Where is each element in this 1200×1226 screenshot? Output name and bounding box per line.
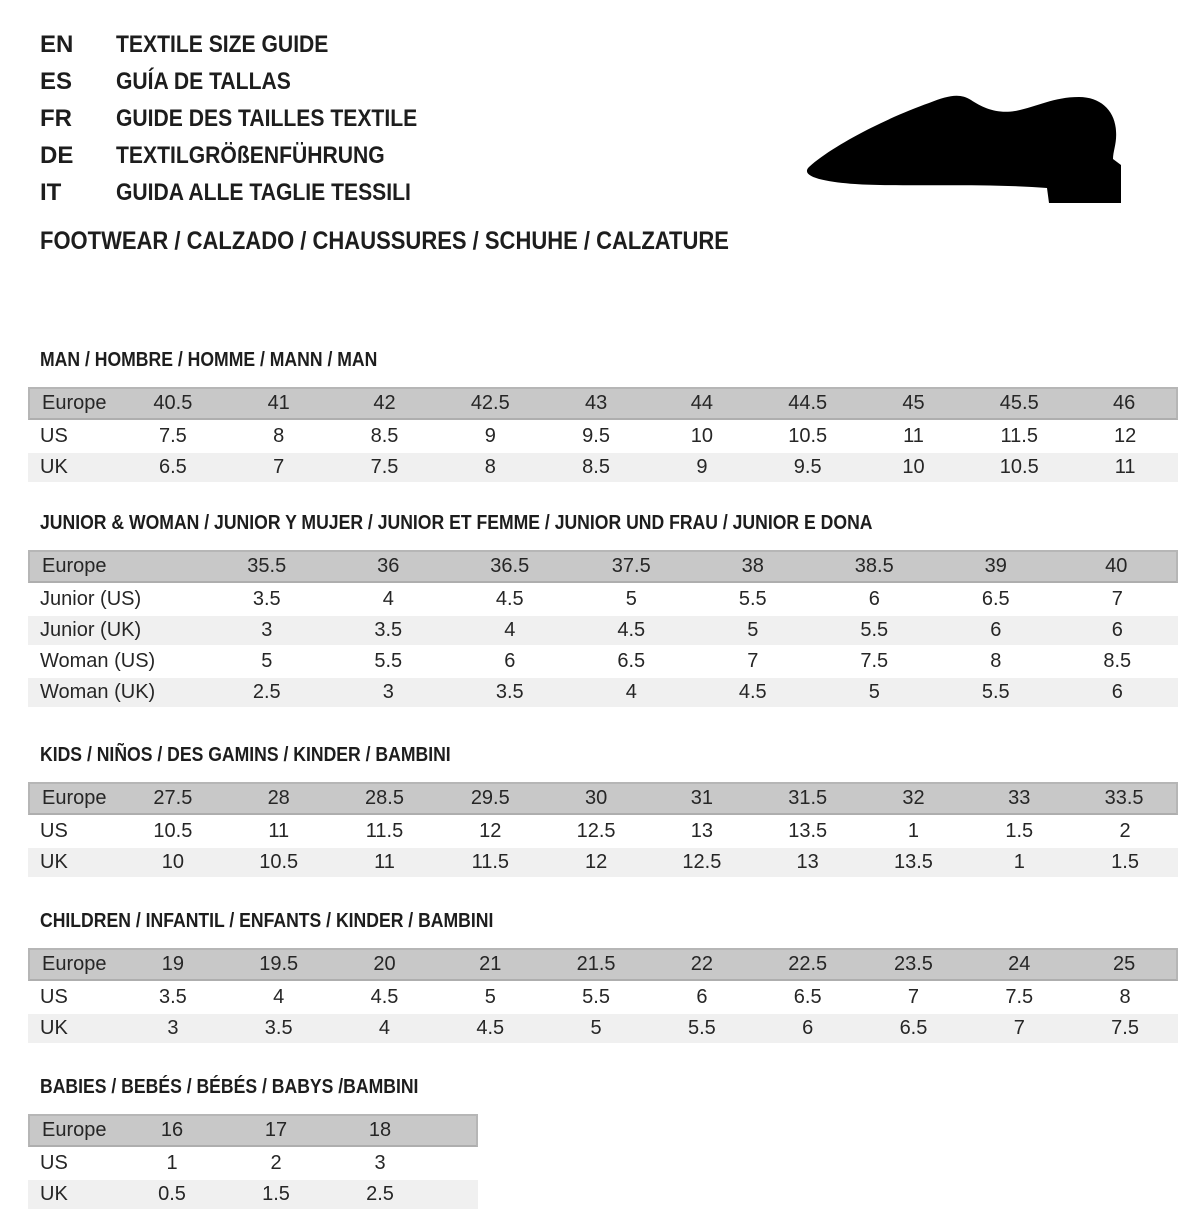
table-row bbox=[28, 453, 1178, 482]
row-label: UK bbox=[28, 1180, 120, 1209]
size-cell: 6 bbox=[935, 616, 1057, 645]
size-cell: 11.5 bbox=[966, 422, 1072, 451]
row-label: Europe bbox=[28, 1114, 120, 1147]
size-cell: 10 bbox=[649, 422, 755, 451]
size-cell: 7 bbox=[861, 983, 967, 1012]
size-cell: 10.5 bbox=[755, 422, 861, 451]
row-label: Europe bbox=[28, 550, 206, 583]
size-cell: 18 bbox=[328, 1114, 432, 1147]
size-cell: 13.5 bbox=[861, 848, 967, 877]
size-cell: 4.5 bbox=[449, 585, 571, 614]
size-cell: 1 bbox=[966, 848, 1072, 877]
size-cell: 5 bbox=[571, 585, 693, 614]
size-cell: 1 bbox=[120, 1149, 224, 1178]
size-cell: 21 bbox=[437, 948, 543, 981]
filler-cell bbox=[432, 1114, 478, 1147]
size-cell: 24 bbox=[966, 948, 1072, 981]
size-cell: 10.5 bbox=[226, 848, 332, 877]
size-section-man bbox=[28, 348, 1200, 484]
size-cell: 44.5 bbox=[755, 387, 861, 420]
size-cell: 42 bbox=[332, 387, 438, 420]
row-label: Europe bbox=[28, 948, 120, 981]
size-cell: 3 bbox=[328, 678, 450, 707]
row-label: US bbox=[28, 422, 120, 451]
size-cell: 6.5 bbox=[861, 1014, 967, 1043]
size-cell: 19 bbox=[120, 948, 226, 981]
size-cell: 4 bbox=[332, 1014, 438, 1043]
size-cell: 11 bbox=[1072, 453, 1178, 482]
size-cell: 12 bbox=[437, 817, 543, 846]
size-cell: 9.5 bbox=[755, 453, 861, 482]
size-cell: 13 bbox=[755, 848, 861, 877]
size-cell: 4.5 bbox=[692, 678, 814, 707]
table-row bbox=[28, 1114, 478, 1147]
size-cell: 4 bbox=[449, 616, 571, 645]
filler-cell bbox=[432, 1180, 478, 1209]
size-cell: 7.5 bbox=[814, 647, 936, 676]
size-cell: 44 bbox=[649, 387, 755, 420]
size-cell: 1 bbox=[861, 817, 967, 846]
size-cell: 6 bbox=[1057, 678, 1179, 707]
size-cell: 38.5 bbox=[814, 550, 936, 583]
size-cell: 11.5 bbox=[437, 848, 543, 877]
size-cell: 5.5 bbox=[692, 585, 814, 614]
size-cell: 10 bbox=[861, 453, 967, 482]
row-label: UK bbox=[28, 1014, 120, 1043]
shoe-silhouette-path bbox=[807, 96, 1121, 203]
size-cell: 5 bbox=[437, 983, 543, 1012]
size-cell: 23.5 bbox=[861, 948, 967, 981]
table-row bbox=[28, 1180, 478, 1209]
size-cell: 5 bbox=[692, 616, 814, 645]
size-cell: 5.5 bbox=[328, 647, 450, 676]
table-body bbox=[28, 782, 1178, 877]
size-table-children bbox=[28, 946, 1178, 1045]
size-table-man bbox=[28, 385, 1178, 484]
size-cell: 30 bbox=[543, 782, 649, 815]
size-cell: 7 bbox=[692, 647, 814, 676]
size-cell: 46 bbox=[1072, 387, 1178, 420]
language-code: ES bbox=[40, 68, 73, 95]
size-table-babies bbox=[28, 1112, 478, 1211]
table-row bbox=[28, 550, 1178, 583]
size-cell: 3.5 bbox=[328, 616, 450, 645]
size-cell: 17 bbox=[224, 1114, 328, 1147]
size-cell: 7 bbox=[1057, 585, 1179, 614]
language-code: IT bbox=[40, 179, 62, 206]
size-section-children bbox=[28, 909, 1200, 1045]
table-row bbox=[28, 782, 1178, 815]
size-cell: 5 bbox=[814, 678, 936, 707]
size-cell: 37.5 bbox=[571, 550, 693, 583]
size-cell: 33.5 bbox=[1072, 782, 1178, 815]
section-title-text: MAN / HOMBRE / HOMME / MANN / MAN bbox=[40, 349, 378, 371]
size-cell: 4 bbox=[226, 983, 332, 1012]
language-code: FR bbox=[40, 105, 72, 132]
size-cell: 3.5 bbox=[120, 983, 226, 1012]
size-cell: 31.5 bbox=[755, 782, 861, 815]
size-cell: 7.5 bbox=[120, 422, 226, 451]
size-table-kids bbox=[28, 780, 1178, 879]
size-section-kids bbox=[28, 743, 1200, 879]
size-cell: 1.5 bbox=[966, 817, 1072, 846]
table-body bbox=[28, 387, 1178, 482]
shoe-icon bbox=[797, 84, 1142, 211]
size-cell: 10.5 bbox=[966, 453, 1072, 482]
section-title-text: CHILDREN / INFANTIL / ENFANTS / KINDER / BAMBINI bbox=[40, 910, 494, 932]
size-section-babies bbox=[28, 1075, 1200, 1211]
language-code: DE bbox=[40, 142, 74, 169]
language-code: EN bbox=[40, 31, 74, 58]
table-row bbox=[28, 678, 1178, 707]
section-title-text: BABIES / BEBÉS / BÉBÉS / BABYS /BAMBINI bbox=[40, 1076, 419, 1098]
size-cell: 45.5 bbox=[966, 387, 1072, 420]
table-row bbox=[28, 1149, 478, 1178]
row-label: Woman (US) bbox=[28, 647, 206, 676]
size-cell: 6.5 bbox=[935, 585, 1057, 614]
size-cell: 22 bbox=[649, 948, 755, 981]
size-cell: 2 bbox=[224, 1149, 328, 1178]
size-cell: 9 bbox=[649, 453, 755, 482]
size-cell: 4 bbox=[571, 678, 693, 707]
size-cell: 36 bbox=[328, 550, 450, 583]
size-cell: 6 bbox=[755, 1014, 861, 1043]
table-body bbox=[28, 550, 1178, 707]
table-row bbox=[28, 585, 1178, 614]
size-cell: 9 bbox=[437, 422, 543, 451]
size-cell: 19.5 bbox=[226, 948, 332, 981]
size-cell: 6.5 bbox=[571, 647, 693, 676]
size-cell: 2 bbox=[1072, 817, 1178, 846]
size-cell: 36.5 bbox=[449, 550, 571, 583]
table-row bbox=[28, 647, 1178, 676]
section-title bbox=[40, 1075, 1200, 1099]
table-row bbox=[28, 817, 1178, 846]
table-row bbox=[28, 616, 1178, 645]
table-row bbox=[28, 948, 1178, 981]
row-label: UK bbox=[28, 848, 120, 877]
size-cell: 31 bbox=[649, 782, 755, 815]
category-line bbox=[40, 226, 1200, 256]
size-cell: 4.5 bbox=[571, 616, 693, 645]
size-cell: 16 bbox=[120, 1114, 224, 1147]
table-row bbox=[28, 848, 1178, 877]
size-cell: 11 bbox=[226, 817, 332, 846]
row-label: US bbox=[28, 817, 120, 846]
row-label: Woman (UK) bbox=[28, 678, 206, 707]
section-title bbox=[40, 909, 1200, 933]
size-cell: 11 bbox=[861, 422, 967, 451]
table-row bbox=[28, 387, 1178, 420]
size-cell: 3.5 bbox=[206, 585, 328, 614]
size-cell: 6 bbox=[814, 585, 936, 614]
row-label: US bbox=[28, 983, 120, 1012]
size-cell: 42.5 bbox=[437, 387, 543, 420]
size-cell: 40 bbox=[1057, 550, 1179, 583]
language-title: TEXTILGRÖßENFÜHRUNG bbox=[116, 142, 385, 169]
table-body bbox=[28, 1114, 478, 1209]
size-cell: 41 bbox=[226, 387, 332, 420]
size-cell: 43 bbox=[543, 387, 649, 420]
row-label: US bbox=[28, 1149, 120, 1178]
language-title: GUIDA ALLE TAGLIE TESSILI bbox=[116, 179, 411, 206]
filler-cell bbox=[432, 1149, 478, 1178]
size-cell: 8.5 bbox=[543, 453, 649, 482]
size-cell: 10 bbox=[120, 848, 226, 877]
category-line-text: FOOTWEAR / CALZADO / CHAUSSURES / SCHUHE / CALZATURE bbox=[40, 227, 729, 255]
size-cell: 3 bbox=[120, 1014, 226, 1043]
section-title bbox=[40, 511, 1200, 535]
size-cell: 5.5 bbox=[935, 678, 1057, 707]
size-cell: 8 bbox=[226, 422, 332, 451]
size-cell: 5 bbox=[543, 1014, 649, 1043]
table-row bbox=[28, 983, 1178, 1012]
size-cell: 3 bbox=[206, 616, 328, 645]
size-cell: 7.5 bbox=[332, 453, 438, 482]
size-cell: 13.5 bbox=[755, 817, 861, 846]
size-cell: 13 bbox=[649, 817, 755, 846]
size-cell: 4.5 bbox=[332, 983, 438, 1012]
size-cell: 20 bbox=[332, 948, 438, 981]
size-cell: 12.5 bbox=[543, 817, 649, 846]
size-cell: 7 bbox=[226, 453, 332, 482]
size-section-junior bbox=[28, 511, 1200, 709]
size-cell: 8.5 bbox=[1057, 647, 1179, 676]
row-label: UK bbox=[28, 453, 120, 482]
row-label: Junior (UK) bbox=[28, 616, 206, 645]
size-cell: 35.5 bbox=[206, 550, 328, 583]
size-cell: 3.5 bbox=[449, 678, 571, 707]
section-title bbox=[40, 348, 1200, 372]
language-row bbox=[40, 26, 1200, 63]
size-cell: 5.5 bbox=[814, 616, 936, 645]
size-cell: 39 bbox=[935, 550, 1057, 583]
size-cell: 11 bbox=[332, 848, 438, 877]
size-cell: 9.5 bbox=[543, 422, 649, 451]
size-cell: 12 bbox=[1072, 422, 1178, 451]
size-cell: 8 bbox=[437, 453, 543, 482]
size-cell: 28 bbox=[226, 782, 332, 815]
size-cell: 6 bbox=[1057, 616, 1179, 645]
size-cell: 27.5 bbox=[120, 782, 226, 815]
size-cell: 6 bbox=[649, 983, 755, 1012]
table-row bbox=[28, 422, 1178, 451]
size-cell: 11.5 bbox=[332, 817, 438, 846]
size-cell: 4.5 bbox=[437, 1014, 543, 1043]
size-cell: 8 bbox=[1072, 983, 1178, 1012]
size-cell: 1.5 bbox=[1072, 848, 1178, 877]
size-cell: 5.5 bbox=[543, 983, 649, 1012]
size-cell: 2.5 bbox=[206, 678, 328, 707]
size-cell: 21.5 bbox=[543, 948, 649, 981]
size-cell: 38 bbox=[692, 550, 814, 583]
table-row bbox=[28, 1014, 1178, 1043]
size-tables bbox=[28, 348, 1200, 1211]
row-label: Junior (US) bbox=[28, 585, 206, 614]
language-title: TEXTILE SIZE GUIDE bbox=[116, 31, 329, 58]
size-cell: 7 bbox=[966, 1014, 1072, 1043]
size-cell: 22.5 bbox=[755, 948, 861, 981]
size-cell: 1.5 bbox=[224, 1180, 328, 1209]
size-cell: 5 bbox=[206, 647, 328, 676]
size-cell: 2.5 bbox=[328, 1180, 432, 1209]
size-cell: 32 bbox=[861, 782, 967, 815]
size-cell: 4 bbox=[328, 585, 450, 614]
language-title: GUÍA DE TALLAS bbox=[116, 68, 291, 95]
size-cell: 6.5 bbox=[755, 983, 861, 1012]
size-cell: 40.5 bbox=[120, 387, 226, 420]
size-table-junior bbox=[28, 548, 1178, 709]
size-cell: 12 bbox=[543, 848, 649, 877]
size-cell: 29.5 bbox=[437, 782, 543, 815]
size-cell: 3.5 bbox=[226, 1014, 332, 1043]
size-cell: 7.5 bbox=[1072, 1014, 1178, 1043]
size-cell: 8.5 bbox=[332, 422, 438, 451]
row-label: Europe bbox=[28, 782, 120, 815]
size-cell: 3 bbox=[328, 1149, 432, 1178]
size-cell: 5.5 bbox=[649, 1014, 755, 1043]
table-body bbox=[28, 948, 1178, 1043]
language-title: GUIDE DES TAILLES TEXTILE bbox=[116, 105, 418, 132]
size-cell: 28.5 bbox=[332, 782, 438, 815]
size-cell: 6 bbox=[449, 647, 571, 676]
size-cell: 12.5 bbox=[649, 848, 755, 877]
row-label: Europe bbox=[28, 387, 120, 420]
section-title bbox=[40, 743, 1200, 767]
size-cell: 6.5 bbox=[120, 453, 226, 482]
size-cell: 0.5 bbox=[120, 1180, 224, 1209]
size-cell: 7.5 bbox=[966, 983, 1072, 1012]
size-cell: 25 bbox=[1072, 948, 1178, 981]
size-cell: 45 bbox=[861, 387, 967, 420]
size-cell: 8 bbox=[935, 647, 1057, 676]
section-title-text: JUNIOR & WOMAN / JUNIOR Y MUJER / JUNIOR ET FEMME / JUNIOR UND FRAU / JUNIOR E DONA bbox=[40, 512, 873, 534]
size-cell: 33 bbox=[966, 782, 1072, 815]
section-title-text: KIDS / NIÑOS / DES GAMINS / KINDER / BAMBINI bbox=[40, 744, 451, 766]
size-cell: 10.5 bbox=[120, 817, 226, 846]
